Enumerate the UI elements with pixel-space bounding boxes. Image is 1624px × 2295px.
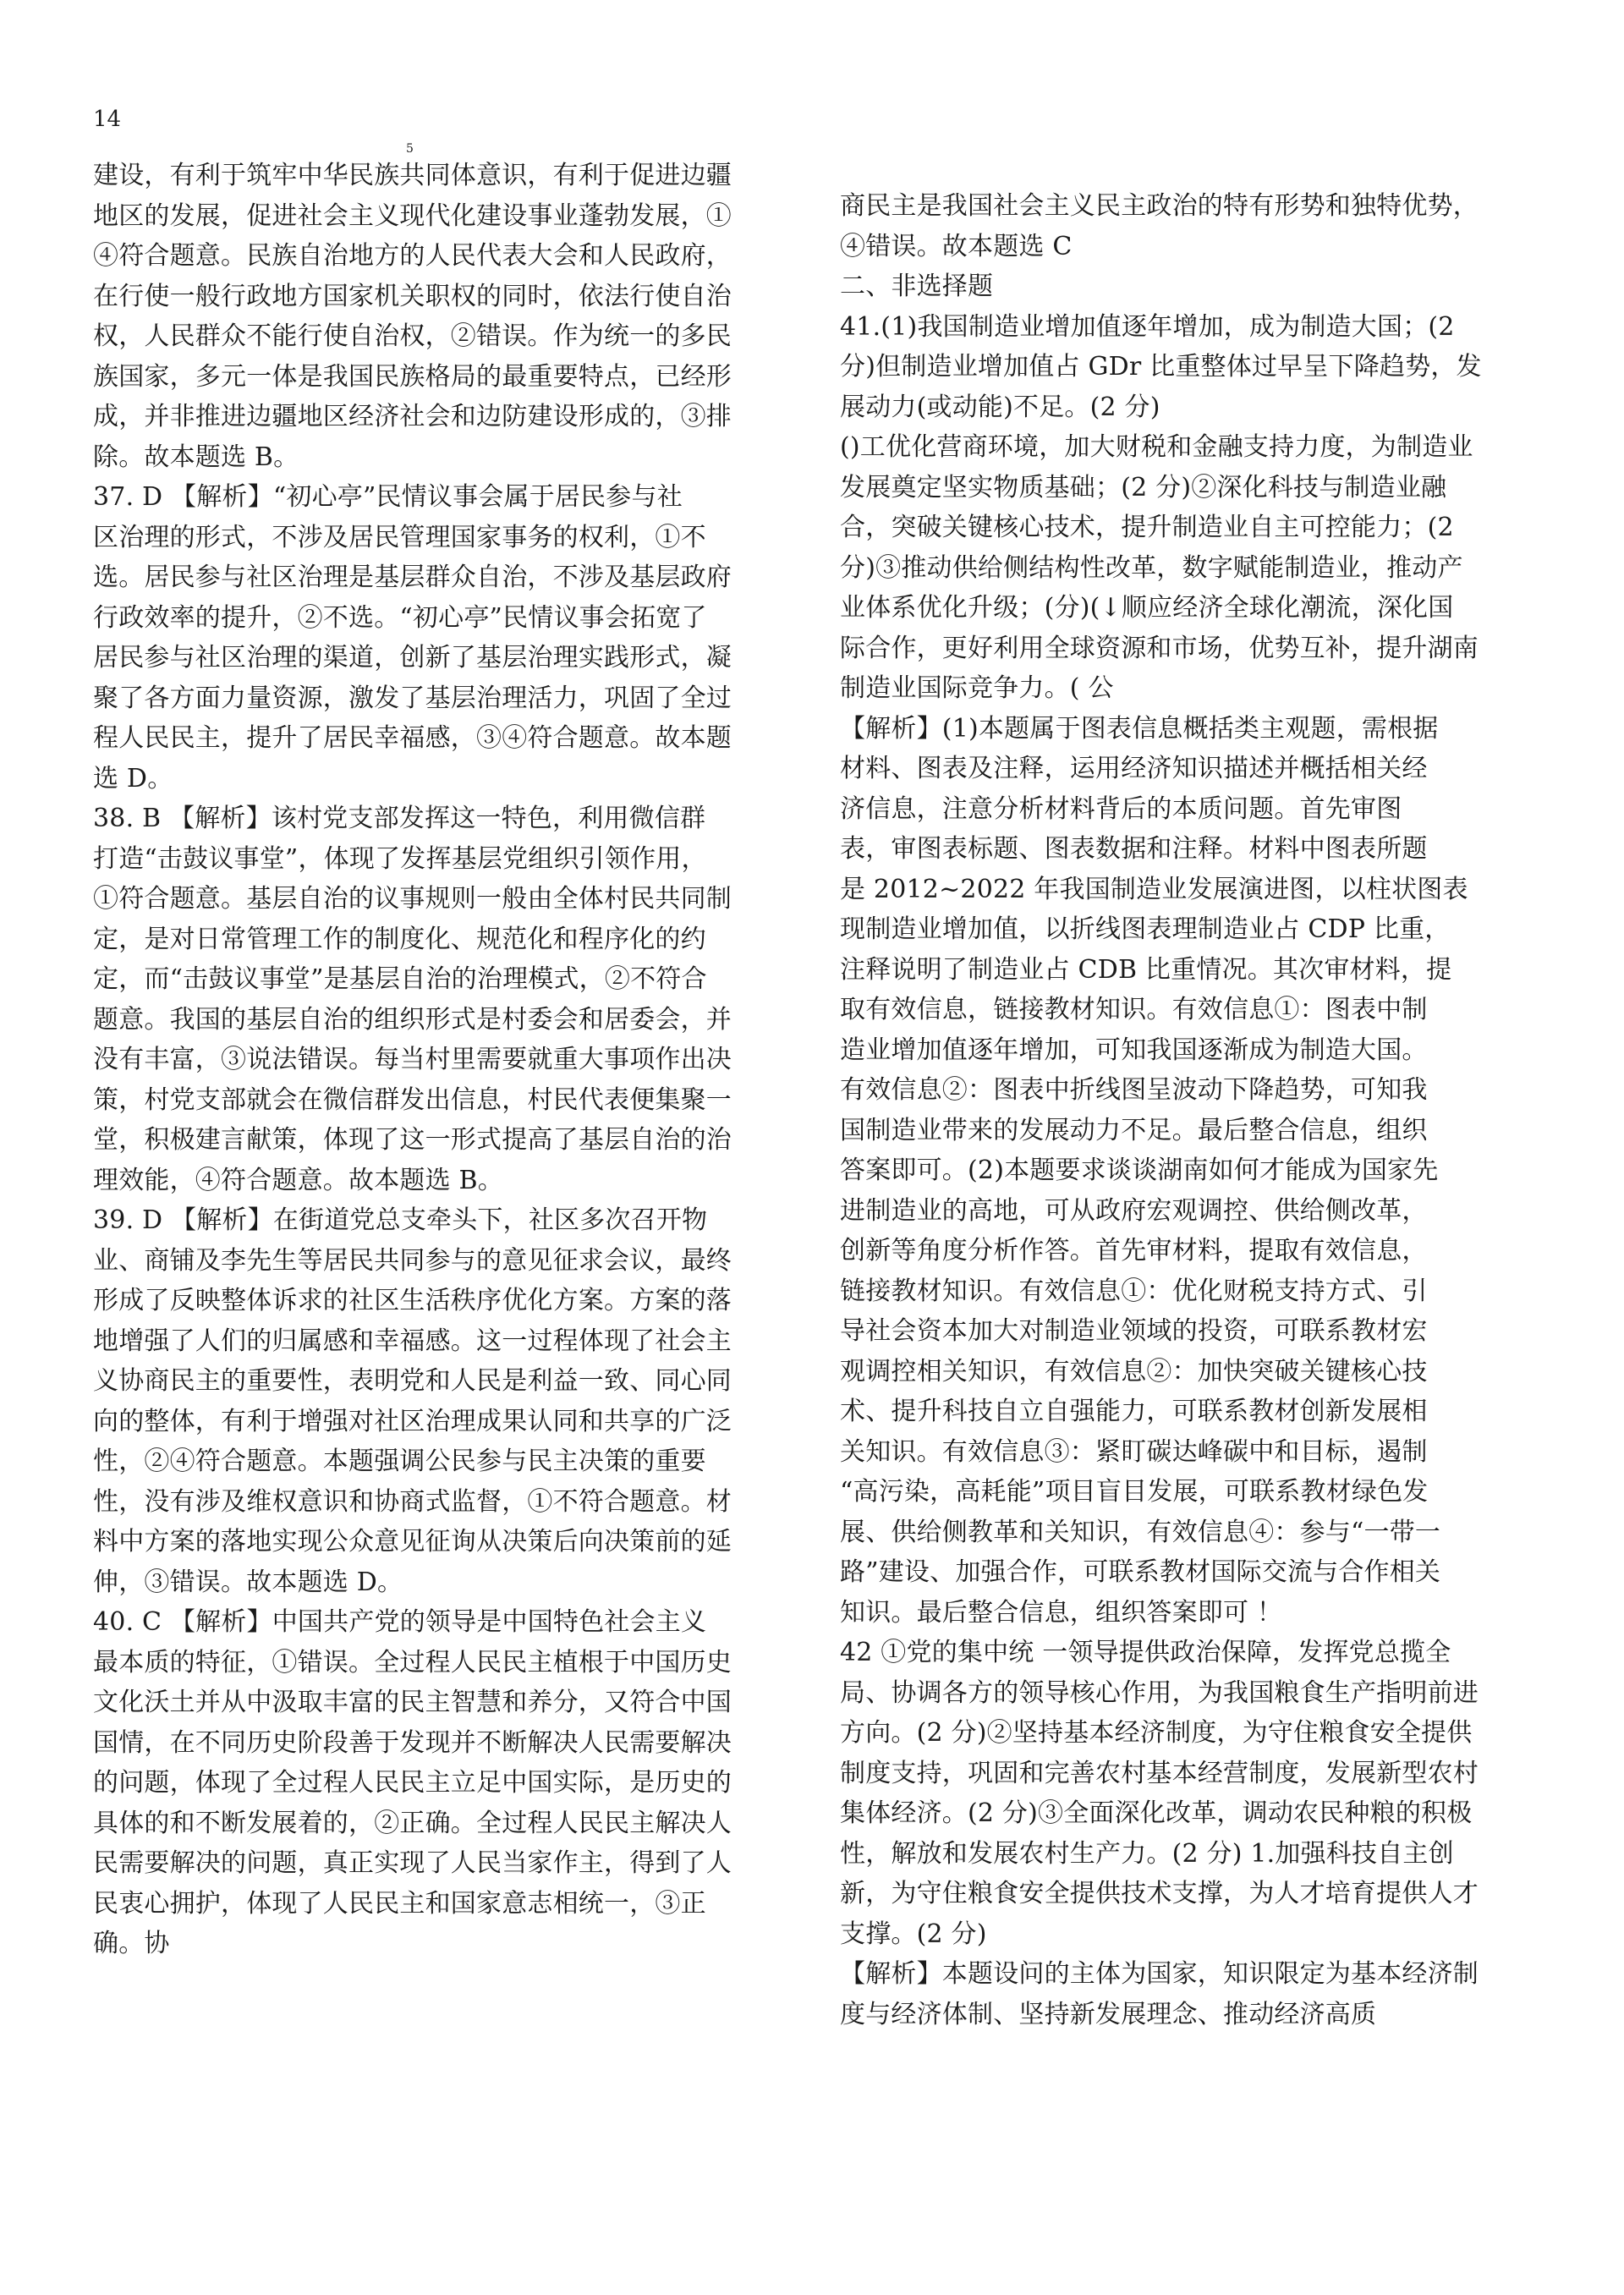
text-line: 度与经济体制、坚持新发展理念、推动经济高质 [840,1999,1377,2029]
text-line: 地区的发展，促进社会主义现代化建设事业蓬勃发展，① [93,200,732,231]
text-line: 观调控相关知识，有效信息②：加快突破关键核心技 [840,1356,1428,1386]
text-line: 题意。我国的基层自治的组织形式是村委会和居委会，并 [93,1004,732,1035]
text-line: 民衷心拥护，体现了人民民主和国家意志相统一，③正 [93,1888,706,1919]
text-line: 商民主是我国社会主义民主政治的特有形势和独特优势， [840,191,1479,221]
text-line: 展、供给侧教革和关知识，有效信息④：参与“一带一 [840,1517,1441,1547]
text-line: 除。故本题选 B。 [93,442,299,472]
text-line: 堂，积极建言献策，体现了这一形式提高了基层自治的治 [93,1125,732,1155]
text-line: 分)③推动供给侧结构性改革，数字赋能制造业，推动产 [840,552,1463,583]
text-line: 进制造业的高地，可从政府宏观调控、供给侧改革， [840,1195,1428,1226]
text-line: 有效信息②：图表中折线图呈波动下降趋势，可知我 [840,1075,1428,1105]
text-line: 权，人民群众不能行使自治权，②错误。作为统一的多民 [93,321,732,351]
text-line: 料中方案的落地实现公众意见征询从决策后向决策前的延 [93,1527,732,1557]
text-line: 业、商铺及李先生等居民共同参与的意见征求会议，最终 [93,1245,732,1276]
text-line: 选。居民参与社区治理是基层群众自治，不涉及基层政府 [93,563,732,592]
text-line: 分)但制造业增加值占 GDr 比重整体过早呈下降趋势，发 [840,352,1482,382]
text-line: 定，是对日常管理工作的制度化、规范化和程序化的约 [93,924,706,954]
text-line: 局、协调各方的领导核心作用，为我国粮食生产指明前进 [840,1677,1479,1708]
text-line: 创新等角度分析作答。首先审材料，提取有效信息， [840,1236,1428,1266]
text-line: 【解析】(1)本题属于图表信息概括类主观题，需根据 [840,713,1439,744]
text-line: 没有丰富，③说法错误。每当村里需要就重大事项作出决 [93,1045,732,1074]
text-line: 展动力(或动能)不足。(2 分) [840,392,1160,422]
text-line: 取有效信息，链接教材知识。有效信息①：图表中制 [840,995,1428,1024]
text-line: 理效能，④符合题意。故本题选 B。 [93,1165,503,1195]
text-line: 地增强了人们的归属感和幸福感。这一过程体现了社会主 [93,1326,732,1356]
text-line: 最本质的特征，①错误。全过程人民民主植根于中国历史 [93,1647,732,1677]
text-line: 导社会资本加大对制造业领域的投资，可联系教材宏 [840,1316,1428,1346]
text-line: 37. D 【解析】“初心亭”民情议事会属于居民参与社 [93,482,683,512]
text-line: 知识。最后整合信息，组织答案即可 ！ [840,1597,1283,1628]
left-text-column [93,156,787,1964]
text-line: 二、非选择题 [840,272,994,301]
text-line: 聚了各方面力量资源，激发了基层治理活力，巩固了全过 [93,683,732,713]
text-line: 答案即可。(2)本题要求谈谈湖南如何才能成为国家先 [840,1156,1439,1185]
text-line: 在行使一般行政地方国家机关职权的同时，依法行使自治 [93,281,732,311]
text-line: 文化沃土并从中汲取丰富的民主智慧和养分，又符合中国 [93,1688,732,1717]
text-line: 材料、图表及注释，运用经济知识描述并概括相关经 [840,754,1428,783]
text-line: 打造“击鼓议事堂”，体现了发挥基层党组织引领作用， [93,843,707,874]
text-line: 现制造业增加值，以折线图表理制造业占 CDP 比重， [840,914,1451,944]
text-line: ()工优化营商环境，加大财税和金融支持力度，为制造业 [840,432,1473,462]
text-line: 制度支持，巩固和完善农村基本经营制度，发展新型农村 [840,1758,1479,1788]
text-line: ④错误。故本题选 C [840,231,1073,261]
text-line: 具体的和不断发展着的，②正确。全过程人民民主解决人 [93,1808,732,1838]
text-line: ①符合题意。基层自治的议事规则一般由全体村民共同制 [93,884,732,914]
scan-mark: 5 [406,142,414,156]
text-line: 行政效率的提升，②不选。“初心亭”民情议事会拓宽了 [93,602,707,633]
text-line: 族国家，多元一体是我国民族格局的最重要特点，已经形 [93,361,732,392]
text-line: 方向。(2 分)②坚持基本经济制度，为守住粮食安全提供 [840,1718,1473,1748]
text-line: 39. D 【解析】在街道党总支牵头下，社区多次召开物 [93,1205,708,1235]
text-line: 性，②④符合题意。本题强调公民参与民主决策的重要 [93,1447,706,1476]
text-line: 支撑。(2 分) [840,1919,987,1949]
text-line: 业体系优化升级；(分)(↓顺应经济全球化潮流，深化国 [840,593,1454,623]
text-line: 41.(1)我国制造业增加值逐年增加，成为制造大国；(2 [840,311,1455,342]
text-line: 注释说明了制造业占 CDB 比重情况。其次审材料，提 [840,954,1452,985]
text-line: 路”建设、加强合作，可联系教材国际交流与合作相关 [840,1557,1441,1587]
text-line: 成，并非推进边疆地区经济社会和边防建设形成的，③排 [93,402,732,431]
text-line: 居民参与社区治理的渠道，创新了基层治理实践形式，凝 [93,643,732,673]
text-line: 建设，有利于筑牢中华民族共同体意识，有利于促进边疆 [93,161,732,190]
text-line: 义协商民主的重要性，表明党和人民是利益一致、同心同 [93,1366,732,1396]
text-line: 合，突破关键核心技术，提升制造业自主可控能力；(2 [840,513,1454,542]
text-line: 性，解放和发展农村生产力。(2 分) 1.加强科技自主创 [840,1838,1454,1869]
text-line: 性，没有涉及维权意识和协商式监督，①不符合题意。材 [93,1486,732,1517]
page-number: 14 [93,107,122,132]
text-line: 策，村党支部就会在微信群发出信息，村民代表便集聚一 [93,1084,732,1115]
text-line: 国情，在不同历史阶段善于发现并不断解决人民需要解决 [93,1727,732,1758]
right-text-column [840,186,1533,2034]
text-line: 表，审图表标题、图表数据和注释。材料中图表所题 [840,834,1428,864]
text-line: 际合作，更好利用全球资源和市场，优势互补，提升湖南 [840,633,1479,663]
text-line: 造业增加值逐年增加，可知我国逐渐成为制造大国。 [840,1035,1428,1065]
text-line: 38. B 【解析】该村党支部发挥这一特色，利用微信群 [93,804,706,833]
text-line: 程人民民主，提升了居民幸福感，③④符合题意。故本题 [93,723,732,753]
text-line: 确。协 [93,1929,170,1958]
text-line: 的问题，体现了全过程人民民主立足中国实际，是历史的 [93,1768,732,1798]
text-line: 制造业国际竞争力。( 公 [840,673,1114,703]
text-line: ④符合题意。民族自治地方的人民代表大会和人民政府， [93,241,732,271]
text-line: 形成了反映整体诉求的社区生活秩序优化方案。方案的落 [93,1286,732,1315]
text-line: 民需要解决的问题，真正实现了人民当家作主，得到了人 [93,1848,732,1878]
text-line: “高污染，高耗能”项目盲目发展，可联系教材绿色发 [840,1477,1429,1507]
text-line: 区治理的形式，不涉及居民管理国家事务的权利，①不 [93,522,706,552]
text-line: 【解析】本题设问的主体为国家，知识限定为基本经济制 [840,1959,1479,1989]
text-line: 集体经济。(2 分)③全面深化改革，调动农民种粮的积极 [840,1798,1473,1828]
text-line: 伸，③错误。故本题选 D。 [93,1567,403,1597]
text-line: 国制造业带来的发展动力不足。最后整合信息，组织 [840,1115,1428,1145]
text-line: 链接教材知识。有效信息①：优化财税支持方式、引 [840,1276,1428,1306]
text-line: 是 2012~2022 年我国制造业发展演进图，以柱状图表 [840,874,1468,904]
text-line: 济信息，注意分析材料背后的本质问题。首先审图 [840,793,1402,824]
text-line: 40. C 【解析】中国共产党的领导是中国特色社会主义 [93,1607,707,1637]
text-line: 定，而“击鼓议事堂”是基层自治的治理模式，②不符合 [93,964,707,994]
text-line: 关知识。有效信息③：紧盯碳达峰碳中和目标，遏制 [840,1436,1428,1467]
text-line: 42 ①党的集中统 一领导提供政治保障，发挥党总揽全 [840,1638,1451,1667]
text-line: 向的整体，有利于增强对社区治理成果认同和共享的广泛 [93,1406,732,1436]
text-line: 选 D。 [93,763,173,793]
text-line: 新，为守住粮食安全提供技术支撑，为人才培育提供人才 [840,1879,1479,1908]
text-line: 术、提升科技自立自强能力，可联系教材创新发展相 [840,1397,1428,1426]
text-line: 发展奠定坚实物质基础；(2 分)②深化科技与制造业融 [840,472,1447,502]
